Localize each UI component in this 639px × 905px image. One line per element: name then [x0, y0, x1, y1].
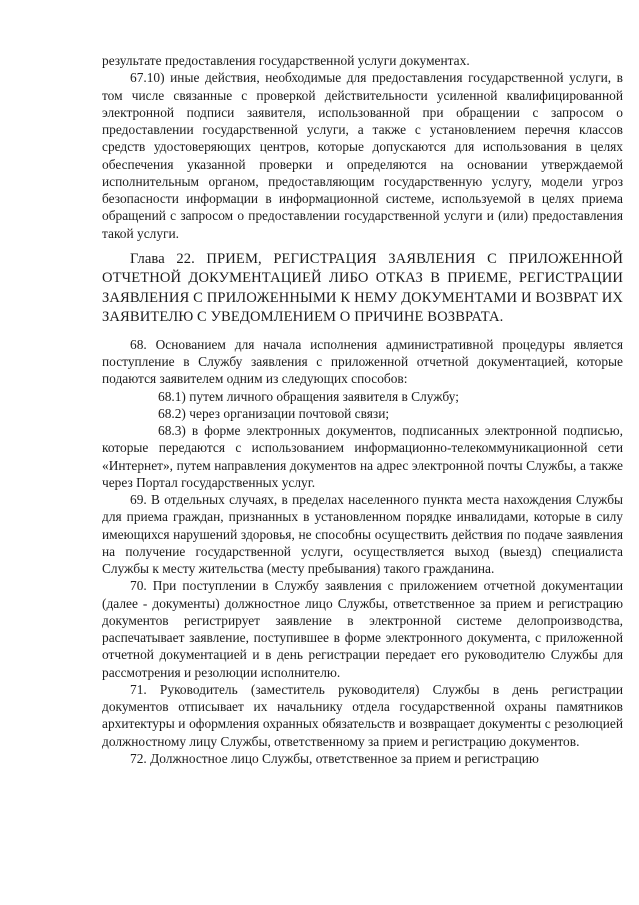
item-number: 68.3) [158, 423, 186, 438]
item-text: через организации почтовой связи; [189, 405, 390, 421]
document-body [102, 52, 623, 767]
chapter-22-heading: Глава 22. ПРИЕМ, РЕГИСТРАЦИЯ ЗАЯВЛЕНИЯ С ПРИЛОЖЕННОЙ ОТЧЕТНОЙ ДОКУМЕНТАЦИЕЙ ЛИБО ОТКАЗ В ПРИЕМЕ, РЕГИСТРАЦИИ ЗАЯВЛЕНИЯ С ПРИЛОЖЕННЫМИ К НЕМУ ДОКУМЕНТАМИ И ВОЗВРАТ ИХ ЗАЯВИТЕЛЮ С УВЕДОМЛЕНИЕМ О ПРИЧИНЕ ВОЗВРАТА. [102, 250, 623, 326]
item-68-1 [102, 388, 623, 405]
item-68-3 [102, 422, 623, 491]
item-text: в форме электронных документов, подписанных электронной подписью, которые передаются с использованием информационно-телекоммуникационной сети «Интернет», путем направления документов на адрес электронной почты Службы, а также через Портал государственных услуг. [102, 423, 623, 490]
item-68-2 [102, 405, 623, 422]
paragraph-67-10: 67.10) иные действия, необходимые для предоставления государственной услуги, в том числе связанные с проверкой действительности усиленной квалифицированной электронной подписи заявителя, использованной при обращении с запросом о предоставлении государственной услуги, а также с установлением перечня классов средств удостоверяющих центров, которые допускаются для использования в целях обеспечения указанной проверки и определяются на основании утверждаемой исполнительным органом, предоставляющим государственную услугу, модели угроз безопасности информации в информационной системе, используемой в целях приема обращений с запросом о предоставлении государственной услуги и (или) предоставления такой услуги. [102, 70, 623, 241]
paragraph-69: 69. В отдельных случаях, в пределах населенного пункта места нахождения Службы для приема граждан, признанных в установленном порядке инвалидами, которые в силу имеющихся нарушений здоровья, не способны осуществить действия по подаче заявления на получение государственной услуги, осуществляется выход (выезд) специалиста Службы к месту жительства (месту пребывания) такого гражданина. [102, 492, 623, 576]
item-number: 68.2) [158, 405, 186, 421]
paragraph-71: 71. Руководитель (заместитель руководителя) Службы в день регистрации документов отписывает их начальнику отдела государственной охраны памятников архитектуры и оформления охранных обязательств и возвращает документы с резолюцией должностному лицу Службы, ответственному за прием и регистрацию документов. [102, 681, 623, 749]
paragraph-72: 72. Должностное лицо Службы, ответственное за прием и регистрацию [130, 750, 539, 766]
paragraph-continuation: результате предоставления государственной услуги документах. [102, 53, 470, 68]
paragraph-68: 68. Основанием для начала исполнения административной процедуры является поступление в Службу заявления с приложенной отчетной документацией, которые подаются заявителем одним из следующих способов: [102, 336, 623, 387]
item-number: 68.1) [158, 388, 186, 404]
item-text: путем личного обращения заявителя в Службу; [189, 388, 459, 404]
paragraph-70: 70. При поступлении в Службу заявления с приложением отчетной документации (далее - документы) должностное лицо Службы, ответственное за прием и регистрацию документов регистрирует заявление в электронной системе делопроизводства, распечатывает заявление, поступившее в форме электронного документа, с приложенной отчетной документацией и в день регистрации передает его руководителю Службы для рассмотрения и резолюции исполнителю. [102, 578, 623, 680]
